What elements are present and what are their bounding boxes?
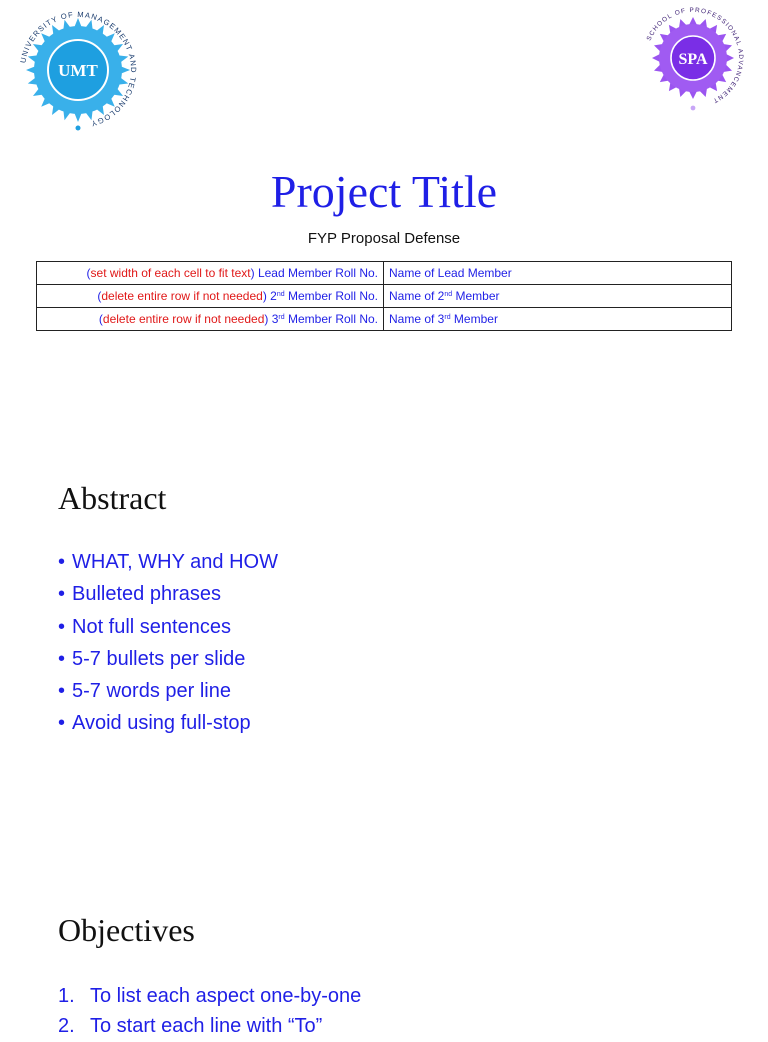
members-table xyxy=(36,261,732,331)
member-name-cell: Name of 2nd Member xyxy=(384,285,732,308)
abstract-heading: Abstract xyxy=(58,480,167,516)
instruction-note: delete entire row if not needed xyxy=(101,289,263,303)
member-name-cell: Name of 3rd Member xyxy=(384,308,732,331)
member-row xyxy=(37,285,732,308)
abstract-bullet: • Avoid using full-stop xyxy=(58,709,278,741)
member-name-cell: Name of Lead Member xyxy=(384,262,732,285)
abstract-bullet: • 5-7 bullets per slide xyxy=(58,645,278,677)
bullet-marker: • xyxy=(58,615,66,638)
bullet-marker: • xyxy=(58,647,66,670)
roll-number-label: Lead Member Roll No. xyxy=(257,266,378,280)
bullet-marker: • xyxy=(58,680,66,703)
objectives-heading: Objectives xyxy=(58,912,195,948)
bullet-marker: • xyxy=(58,551,66,573)
roll-number-label: 3rd Member Roll No. xyxy=(271,312,378,326)
objectives-list xyxy=(58,982,361,1042)
abstract-bullet: • Not full sentences xyxy=(58,613,278,645)
project-title: Project Title xyxy=(270,166,498,217)
spa-ring-text: SCHOOL OF PROFESSIONAL ADVANCEMENT xyxy=(645,6,745,105)
member-roll-cell: (set width of each cell to fit text) Lead Member Roll No. xyxy=(37,262,384,285)
member-roll-cell: (delete entire row if not needed) 2nd Member Roll No. xyxy=(37,285,384,308)
member-row xyxy=(37,308,732,331)
member-row xyxy=(37,262,732,285)
spa-school-logo xyxy=(640,2,746,114)
instruction-note: set width of each cell to fit text xyxy=(90,266,251,280)
umt-ring-text: UNIVERSITY OF MANAGEMENT AND TECHNOLOGY xyxy=(18,9,139,129)
objective-item: 1. To list each aspect one-by-one xyxy=(58,985,362,1007)
roll-number-label: 2nd Member Roll No. xyxy=(270,289,378,303)
bullet-marker: • xyxy=(58,583,66,606)
objective-item: 2. To start each line with “To” xyxy=(58,1015,323,1037)
subtitle: FYP Proposal Defense xyxy=(307,230,461,247)
umt-logo-text: UMT xyxy=(58,61,98,80)
abstract-bullet: • WHAT, WHY and HOW xyxy=(58,548,278,580)
bullet-marker: • xyxy=(58,712,66,735)
umt-university-logo xyxy=(14,6,142,134)
abstract-bullet: • 5-7 words per line xyxy=(58,677,278,709)
member-roll-cell: (delete entire row if not needed) 3rd Member Roll No. xyxy=(37,308,384,331)
abstract-bullet: • Bulleted phrases xyxy=(58,580,278,612)
abstract-bullet-list xyxy=(58,548,278,742)
spa-logo-text: SPA xyxy=(678,51,708,68)
instruction-note: delete entire row if not needed xyxy=(102,312,265,326)
